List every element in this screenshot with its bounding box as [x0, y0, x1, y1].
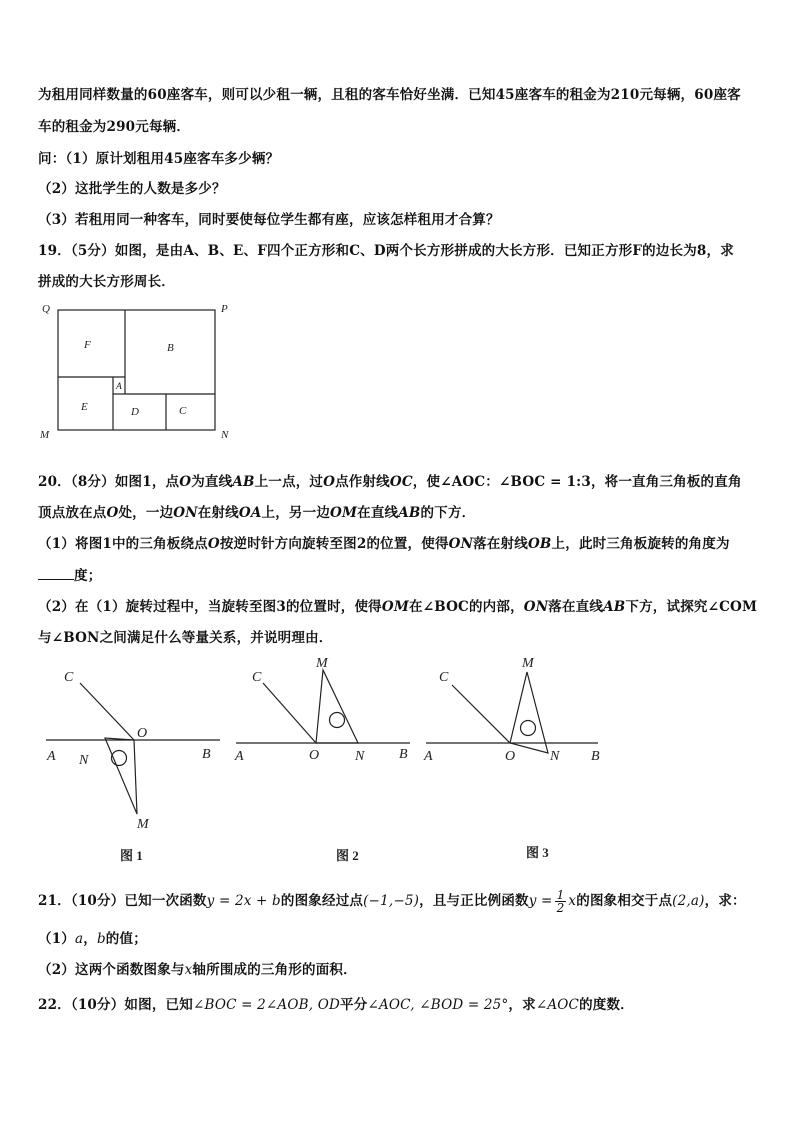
q22-line-1: 22．（10分）如图，已知∠BOC = 2∠AOB, OD平分∠AOC, ∠BOD = 25°，求∠AOC的度数． — [38, 997, 634, 1013]
fig1-label-o: O — [137, 726, 148, 741]
label-n: N — [221, 429, 229, 441]
fig1-label-b: B — [202, 747, 211, 762]
label-c: C — [179, 405, 187, 417]
caption-fig1: 图 1 — [120, 848, 143, 863]
fig2-label-b: B — [399, 747, 408, 762]
label-q: Q — [42, 303, 50, 315]
fig2-label-c: C — [252, 670, 262, 685]
fig1-label-a: A — [47, 749, 56, 764]
caption-fig3: 图 3 — [526, 845, 549, 860]
q20-line-2: 顶点放在点O处，一边ON在射线OA上，另一边OM在直线AB的下方． — [38, 505, 476, 521]
fraction-one-half: $\frac{1}{2}$ — [556, 888, 565, 915]
q18-sub-3: （3）若租用同一种客车，同时要使每位学生都有座，应该怎样租用才合算？ — [38, 212, 500, 228]
q19-line-1: 19．（5分）如图，是由A、B、E、F四个正方形和C、D两个长方形拼成的大长方形．已知正方形F的边长为8，求 — [38, 243, 734, 259]
q19-line-2: 拼成的大长方形周长． — [38, 274, 175, 290]
label-e: E — [81, 401, 88, 413]
q20-sub-2-cont: 与∠BON之间满足什么等量关系，并说明理由． — [38, 630, 333, 646]
fig2-label-m: M — [316, 656, 328, 671]
fig3-label-b: B — [591, 749, 600, 764]
q21-line-1: 21．（10分）已知一次函数y = 2x + b的图象经过点(−1,−5)，且与正比例函数y = $\frac{1}{2}$ x的图象相交于点(2,a)，求： — [38, 888, 746, 915]
label-d: D — [131, 406, 139, 418]
q18-sub-1: 问：（1）原计划租用45座客车多少辆？ — [38, 151, 280, 167]
q18-sub-2: （2）这批学生的人数是多少？ — [38, 181, 226, 197]
fig3-label-n: N — [550, 749, 560, 764]
q21-sub-1: （1）a，b的值； — [38, 931, 147, 947]
fig3-label-a: A — [424, 749, 433, 764]
fig2-label-o: O — [309, 748, 320, 763]
answer-blank — [38, 567, 74, 580]
label-f: F — [84, 339, 91, 351]
fig1-label-c: C — [64, 670, 74, 685]
figure-20-diagrams — [38, 650, 608, 870]
q20-sub-2: （2）在（1）旋转过程中，当旋转至图3的位置时，使得OM在∠BOC的内部，ON落在直线AB下方，试探究∠COM — [38, 599, 758, 615]
caption-fig2: 图 2 — [336, 848, 359, 863]
q20-sub-1-answer: 度； — [38, 564, 758, 584]
q20-sub-1: （1）将图1中的三角板绕点O按逆时针方向旋转至图2的位置，使得ON落在射线OB上，此时三角板旋转的角度为 — [38, 536, 730, 552]
fig1-label-m: M — [137, 817, 149, 832]
q18-line-1: 为租用同样数量的60座客车，则可以少租一辆，且租的客车恰好坐满．已知45座客车的租金为210元每辆，60座客 — [38, 87, 741, 103]
fig2-label-a: A — [235, 749, 244, 764]
label-p: P — [221, 303, 228, 315]
fig3-label-m: M — [522, 656, 534, 671]
fig1-label-n: N — [79, 753, 89, 768]
q18-line-2: 车的租金为290元每辆． — [38, 119, 191, 135]
figure-19-rectangle — [38, 298, 238, 443]
q20-line-1: 20．（8分）如图1，点O为直线AB上一点，过O点作射线OC，使∠AOC：∠BOC = 1:3，将一直角三角板的直角 — [38, 474, 742, 490]
fig3-label-c: C — [439, 670, 449, 685]
label-a: A — [116, 382, 122, 392]
fig2-label-n: N — [355, 749, 365, 764]
fig3-label-o: O — [505, 749, 516, 764]
q21-sub-2: （2）这两个函数图象与x轴所围成的三角形的面积． — [38, 962, 357, 978]
label-m: M — [40, 429, 50, 441]
label-b: B — [167, 342, 174, 354]
